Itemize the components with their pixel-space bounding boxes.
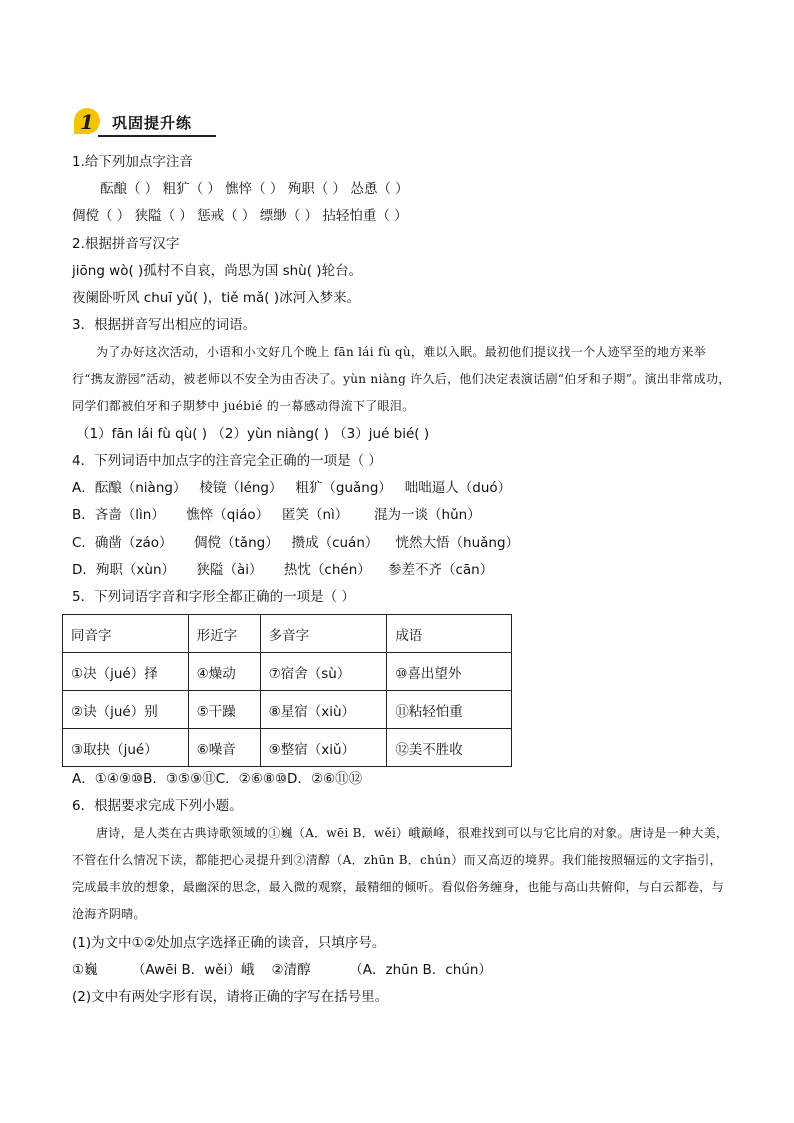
q3-passage: 为了办好这次活动，小语和小文好几个晚上 fān lái fù qù，难以入眠。最初他们提议找一个人迹罕至的地方来举行“携友游园”活动，被老师以不安全为由否决了。yùn niàng 许久后，他们决定表演话剧“伯牙和子期”。演出非常成功，同学们都被伯牙和子期梦中 juébié 的一幕感动得流下了眼泪。: [72, 345, 731, 413]
table-cell: ⑧星宿（xiù）: [260, 691, 387, 729]
table-cell: ②诀（jué）别: [63, 691, 189, 729]
table-header-cell: 同音字: [63, 615, 189, 653]
table-cell: ①决（jué）择: [63, 653, 189, 691]
q2-title: 2.根据拼音写汉字: [72, 236, 180, 252]
q6-sub2: (2)文中有两处字形有误，请将正确的字写在括号里。: [72, 989, 389, 1005]
q4-option-b: B．吝啬（lìn） 憔悴（qiáo） 匿笑（nì） 混为一谈（hǔn）: [72, 507, 481, 523]
q4-option-c: C．确凿（záo） 倜傥（tǎng） 攒成（cuán） 恍然大悟（huǎng）: [72, 535, 520, 551]
q6-title: 6．根据要求完成下列小题。: [72, 798, 243, 814]
table-cell: ⑩喜出望外: [387, 653, 512, 691]
table-header-cell: 形近字: [188, 615, 260, 653]
table-cell: ⑫美不胜收: [387, 729, 512, 767]
q1-row2: 倜傥（ ） 狭隘（ ） 惩戒（ ） 缥缈（ ） 拈轻怕重（ ）: [72, 208, 408, 224]
q4-option-a: A．酝酿（niàng） 棱镜（léng） 粗犷（guǎng） 咄咄逼人（duó）: [72, 480, 512, 496]
section-number: 1: [80, 110, 94, 134]
q5-table: [62, 614, 512, 767]
table-cell: ③取抉（jué）: [63, 729, 189, 767]
q1-title: 1.给下列加点字注音: [72, 154, 193, 170]
section-number-badge: [74, 108, 100, 134]
table-row: [63, 653, 512, 691]
table-header-cell: 多音字: [260, 615, 387, 653]
table-cell: ⑥噪音: [188, 729, 260, 767]
table-row: [63, 691, 512, 729]
q5-options: A．①④⑨⑩B．③⑤⑨⑪C．②⑥⑧⑩D．②⑥⑪⑫: [72, 771, 363, 787]
q3-title: 3．根据拼音写出相应的词语。: [72, 317, 257, 333]
q4-option-d: D．殉职（xùn） 狭隘（ài） 热忱（chén） 参差不齐（cān）: [72, 562, 494, 578]
table-cell: ⑦宿舍（sù）: [260, 653, 387, 691]
q6-sub1-answer: ①巍 （Awēi B．wěi）峨 ②清醇 （A．zhūn B．chún）: [72, 962, 492, 978]
q6-passage: 唐诗，是人类在古典诗歌领域的①巍（A．wēi B．wěi）峨巅峰，很难找到可以与它比肩的对象。唐诗是一种大美，不管在什么情况下读，都能把心灵提升到②清醇（A．zhūn B．chún）而又高迈的境界。我们能按照辐远的文字指引，完成最丰放的想象，最幽深的思念，最入微的观察，最精细的倾听。看似俗务缠身，也能与高山共俯仰，与白云都卷，与沧海齐阴晴。: [72, 826, 729, 921]
q4-title: 4．下列词语中加点字的注音完全正确的一项是（ ）: [72, 453, 382, 469]
table-header-row: [63, 615, 512, 653]
q1-row1: 酝酿（ ） 粗犷（ ） 憔悴（ ） 殉职（ ） 怂恿（ ）: [100, 181, 409, 197]
table-cell: ⑤干躁: [188, 691, 260, 729]
q2-line1: jiōng wò( )孤村不自哀，尚思为国 shù( )轮台。: [72, 263, 363, 279]
table-cell: ⑪粘轻怕重: [387, 691, 512, 729]
section-title: 巩固提升练: [112, 114, 193, 132]
table-cell: ④燥动: [188, 653, 260, 691]
table-row: [63, 729, 512, 767]
table-cell: ⑨整宿（xiǔ）: [260, 729, 387, 767]
section-header: [74, 108, 216, 136]
q2-line2: 夜阑卧听风 chuī yǔ( )，tiě mǎ( )冰河入梦来。: [72, 290, 361, 306]
q5-title: 5．下列词语字音和字形全都正确的一项是（ ）: [72, 589, 355, 605]
table-header-cell: 成语: [387, 615, 512, 653]
section-underline: [98, 135, 216, 137]
q6-sub1: (1)为文中①②处加点字选择正确的读音，只填序号。: [72, 935, 386, 951]
q3-answer-blanks: （1）fān lái fù qù( ) （2）yùn niàng( ) （3）jué bié( ): [76, 426, 430, 442]
